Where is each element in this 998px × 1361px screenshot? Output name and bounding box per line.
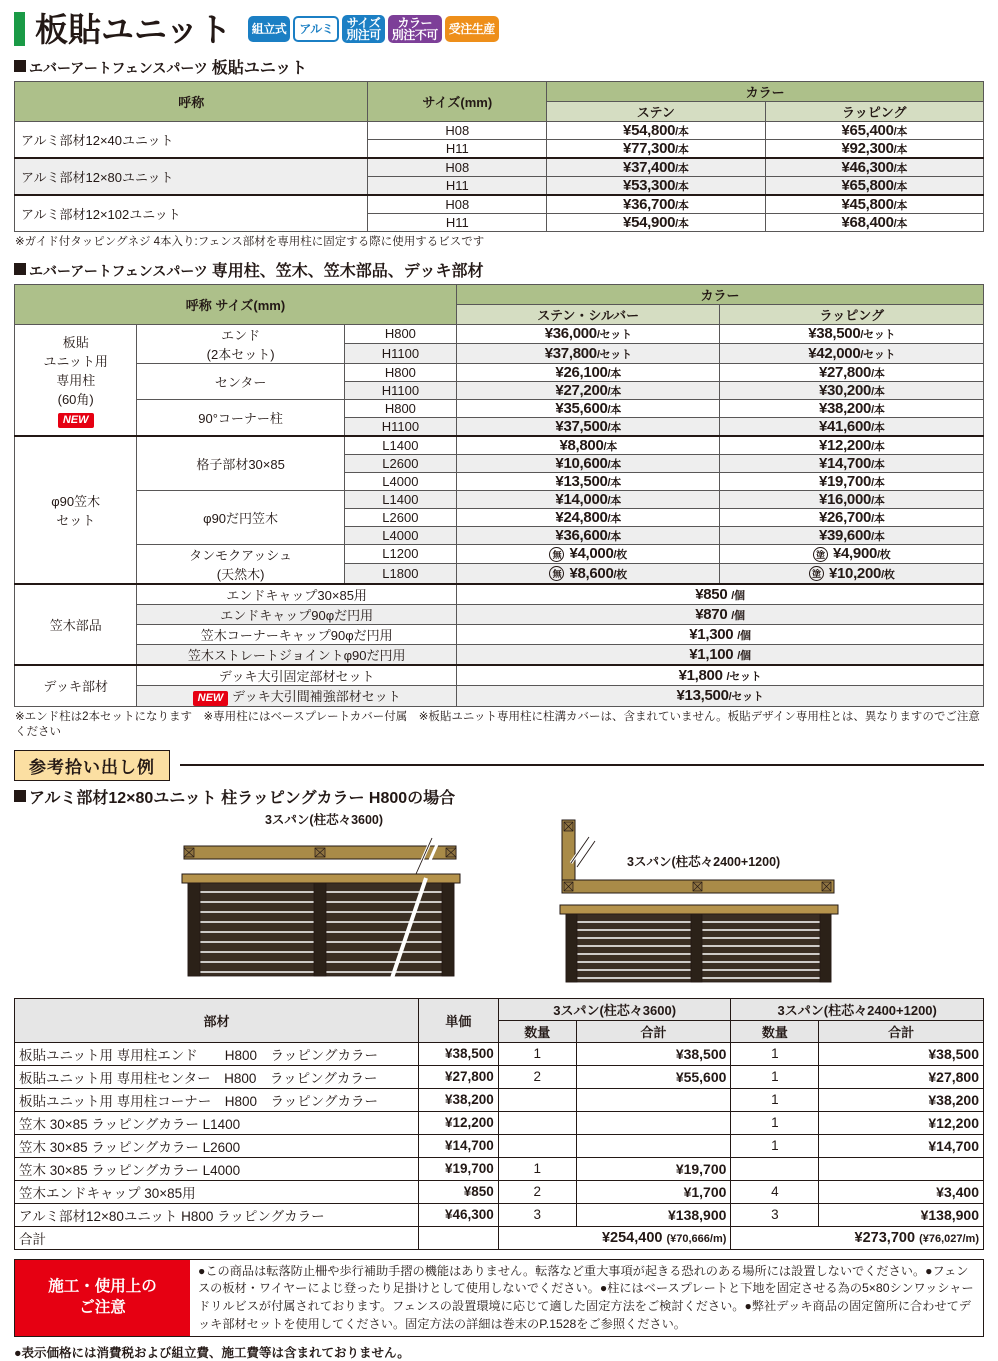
- cell-price-wrap: ¥27,800/本: [720, 363, 984, 381]
- cell-b-qty: 1: [731, 1134, 819, 1157]
- table-header-row: [15, 998, 984, 1020]
- cell-a-total: [576, 1111, 731, 1134]
- col-parts: 部材: [15, 998, 419, 1042]
- mark-nuri-icon: 塗: [809, 566, 824, 581]
- col-unit-price: 単価: [418, 998, 498, 1042]
- cell-price: ¥13,500/セット: [456, 685, 983, 706]
- cell-group-parts: 笠木部品: [15, 584, 137, 665]
- cell-price-wrap: ¥68,400/本: [765, 214, 983, 232]
- cell-size: L1200: [344, 544, 456, 563]
- cell-product-name: アルミ部材12×102ユニット: [15, 195, 368, 232]
- cell-unit-price: ¥14,700: [418, 1134, 498, 1157]
- cell-part-name: 板貼ユニット用 専用柱エンド H800 ラッピングカラー: [15, 1042, 419, 1065]
- cell-size: H08: [368, 122, 547, 140]
- table-row: [15, 324, 984, 344]
- cell-product-name: アルミ部材12×40ユニット: [15, 122, 368, 159]
- section2-heading: エバーアートフェンスパーツ 専用柱、笠木、笠木部品、デッキ部材: [14, 258, 984, 281]
- cell-part-name: NEW デッキ大引間補強部材セット: [137, 685, 457, 706]
- cell-price-sten: ¥37,400/本: [547, 158, 765, 177]
- mark-mu-icon: 無: [549, 566, 564, 581]
- cell-unit-price: ¥27,800: [418, 1065, 498, 1088]
- cell-size: H800: [344, 399, 456, 417]
- badge-made-to-order: 受注生産: [445, 16, 499, 42]
- badge-size-custom: サイズ 別注可: [342, 15, 385, 43]
- col-color-wrap: ラッピング: [765, 102, 983, 122]
- fence-drawing-right: [549, 810, 879, 985]
- table-row: [15, 624, 984, 644]
- cell-a-total: ¥38,500: [576, 1042, 731, 1065]
- col-name-size: 呼称 サイズ(mm): [15, 284, 457, 324]
- fence-drawing-left: [174, 828, 474, 978]
- cell-price-sten: 無 ¥4,000/枚: [456, 544, 720, 563]
- cell-b-qty: 1: [731, 1042, 819, 1065]
- cell-b-qty: 1: [731, 1111, 819, 1134]
- table-row: [15, 1157, 984, 1180]
- table-row: [15, 490, 984, 508]
- cell-price-sten: ¥10,600/本: [456, 454, 720, 472]
- cell-group-post: 板貼 ユニット用 専用柱 (60角) NEW: [15, 324, 137, 436]
- cell-b-qty: 4: [731, 1180, 819, 1203]
- cell-total-label: 合計: [15, 1226, 419, 1249]
- cell-price-sten: ¥36,000/セット: [456, 324, 720, 344]
- cell-part-name: 笠木コーナーキャップ90φだ円用: [137, 624, 457, 644]
- table-row: [15, 399, 984, 417]
- table-row: [15, 1088, 984, 1111]
- cell-part-name: 笠木エンドキャップ 30×85用: [15, 1180, 419, 1203]
- cell-b-total: ¥27,800: [819, 1065, 984, 1088]
- cell-part-name: エンドキャップ30×85用: [137, 584, 457, 605]
- cell-size: H08: [368, 158, 547, 177]
- cell-group-deck: デッキ部材: [15, 665, 137, 707]
- table-row: [15, 1065, 984, 1088]
- cell-total-a: ¥254,400 (¥70,666/m): [498, 1226, 731, 1249]
- cell-a-total: [576, 1134, 731, 1157]
- cell-price-wrap: ¥42,000/セット: [720, 344, 984, 364]
- col-a-total: 合計: [576, 1020, 731, 1042]
- left-span-label: 3スパン(柱芯々3600): [264, 812, 384, 827]
- cell-size: H08: [368, 195, 547, 214]
- cell-unit-price: ¥38,500: [418, 1042, 498, 1065]
- cell-b-total: [819, 1157, 984, 1180]
- cell-total-b: ¥273,700 (¥76,027/m): [731, 1226, 984, 1249]
- cell-subtype: 格子部材30×85: [137, 436, 344, 491]
- table-row: [15, 195, 984, 214]
- cell-part-name: 板貼ユニット用 専用柱センター H800 ラッピングカラー: [15, 1065, 419, 1088]
- table-header-row: [15, 284, 984, 304]
- col-color-wrap: ラッピング: [720, 304, 984, 324]
- spec-badge-group: [248, 15, 499, 43]
- col-size: サイズ(mm): [368, 82, 547, 122]
- mark-nuri-icon: 塗: [813, 547, 828, 562]
- table-row: [15, 158, 984, 177]
- cell-product-name: アルミ部材12×80ユニット: [15, 158, 368, 195]
- col-b-qty: 数量: [731, 1020, 819, 1042]
- cell-price-sten: ¥26,100/本: [456, 363, 720, 381]
- col-color: カラー: [456, 284, 983, 304]
- cell-price-wrap: 塗 ¥10,200/枚: [720, 563, 984, 583]
- cell-part-name: エンドキャップ90φだ円用: [137, 604, 457, 624]
- cell-unit-price: ¥38,200: [418, 1088, 498, 1111]
- cell-price-wrap: ¥30,200/本: [720, 381, 984, 399]
- cell-subtype: タンモクアッシュ (天然木): [137, 544, 344, 584]
- cell-size: L2600: [344, 508, 456, 526]
- cell-price-wrap: ¥12,200/本: [720, 436, 984, 455]
- takeoff-table: [14, 998, 984, 1250]
- cell-subtype: センター: [137, 363, 344, 399]
- cell-price-wrap: ¥39,600/本: [720, 526, 984, 544]
- cell-price-sten: ¥27,200/本: [456, 381, 720, 399]
- cell-b-total: ¥3,400: [819, 1180, 984, 1203]
- cell-b-total: ¥38,200: [819, 1088, 984, 1111]
- cell-subtype: φ90だ円笠木: [137, 490, 344, 544]
- cell-part-name: 笠木 30×85 ラッピングカラー L2600: [15, 1134, 419, 1157]
- cell-price-sten: ¥14,000/本: [456, 490, 720, 508]
- cell-size: H800: [344, 363, 456, 381]
- cell-unit-price: ¥46,300: [418, 1203, 498, 1226]
- caution-box: [14, 1259, 984, 1338]
- reference-tag: 参考拾い出し例: [14, 750, 170, 781]
- cell-price-wrap: 塗 ¥4,900/枚: [720, 544, 984, 563]
- cell-price-wrap: ¥38,500/セット: [720, 324, 984, 344]
- price-table-unit: [14, 81, 984, 232]
- section1-heading: エバーアートフェンスパーツ 板貼ユニット: [14, 55, 984, 78]
- cell-price: ¥870 /個: [456, 604, 983, 624]
- col-color: カラー: [547, 82, 984, 102]
- col-color-sten-silver: ステン・シルバー: [456, 304, 720, 324]
- table-header-row: [15, 82, 984, 102]
- table-row: [15, 1180, 984, 1203]
- cell-price: ¥1,100 /個: [456, 644, 983, 665]
- cell-price-sten: ¥35,600/本: [456, 399, 720, 417]
- badge-alumi: アルミ: [293, 16, 339, 42]
- cell-a-qty: 2: [498, 1180, 576, 1203]
- diagram-left: [174, 810, 474, 983]
- cell-price-wrap: ¥45,800/本: [765, 195, 983, 214]
- cell-size: L4000: [344, 526, 456, 544]
- mark-mu-icon: 無: [549, 547, 564, 562]
- cell-b-total: ¥38,500: [819, 1042, 984, 1065]
- badge-kumitate: 組立式: [248, 16, 291, 42]
- reference-rule: [180, 764, 984, 766]
- cell-price-sten: ¥54,800/本: [547, 122, 765, 140]
- bullet-square-icon: [14, 60, 26, 72]
- cell-price-wrap: ¥92,300/本: [765, 140, 983, 159]
- cell-price-wrap: ¥16,000/本: [720, 490, 984, 508]
- table-row: [15, 1111, 984, 1134]
- cell-price: ¥1,300 /個: [456, 624, 983, 644]
- cell-group-kasagi: φ90笠木 セット: [15, 436, 137, 584]
- cell-size: H1100: [344, 381, 456, 399]
- diagram-heading: アルミ部材12×80ユニット 柱ラッピングカラー H800の場合: [14, 785, 984, 808]
- col-name: 呼称: [15, 82, 368, 122]
- cell-size: H800: [344, 324, 456, 344]
- cell-price-wrap: ¥26,700/本: [720, 508, 984, 526]
- cell-a-total: ¥55,600: [576, 1065, 731, 1088]
- cell-price-sten: ¥8,800/本: [456, 436, 720, 455]
- col-color-sten: ステン: [547, 102, 765, 122]
- cell-price-wrap: ¥65,800/本: [765, 177, 983, 196]
- cell-size: L2600: [344, 454, 456, 472]
- table-row: [15, 644, 984, 665]
- cell-a-qty: [498, 1134, 576, 1157]
- cell-part-name: デッキ大引固定部材セット: [137, 665, 457, 686]
- caution-tag: 施工・使用上の ご注意: [15, 1260, 190, 1337]
- cell-part-name: 笠木 30×85 ラッピングカラー L1400: [15, 1111, 419, 1134]
- cell-price-sten: ¥24,800/本: [456, 508, 720, 526]
- cell-a-total: ¥138,900: [576, 1203, 731, 1226]
- cell-part-name: 笠木 30×85 ラッピングカラー L4000: [15, 1157, 419, 1180]
- cell-price-sten: ¥54,900/本: [547, 214, 765, 232]
- cell-unit-price: ¥19,700: [418, 1157, 498, 1180]
- cell-size: L1800: [344, 563, 456, 583]
- bullet-square-icon: [14, 263, 26, 275]
- cell-price-wrap: ¥46,300/本: [765, 158, 983, 177]
- cell-a-qty: 3: [498, 1203, 576, 1226]
- table-row: [15, 584, 984, 605]
- cell-price-wrap: ¥19,700/本: [720, 472, 984, 490]
- cell-a-total: [576, 1088, 731, 1111]
- table-total-row: [15, 1226, 984, 1249]
- cell-size: H11: [368, 177, 547, 196]
- cell-b-qty: 1: [731, 1065, 819, 1088]
- reference-heading: [14, 750, 984, 781]
- cell-a-qty: 1: [498, 1157, 576, 1180]
- cell-price-sten: ¥37,800/セット: [456, 344, 720, 364]
- price-table-posts-caps: [14, 284, 984, 707]
- page-title: 板貼ユニット: [35, 10, 232, 48]
- cell-price-wrap: ¥14,700/本: [720, 454, 984, 472]
- price-footnote: ●表示価格には消費税および組立費、施工費等は含まれておりません。: [14, 1346, 410, 1361]
- new-badge: NEW: [58, 413, 94, 428]
- fence-diagrams: [14, 808, 984, 998]
- cell-size: L1400: [344, 436, 456, 455]
- section1-note: ※ガイド付タッピングネジ 4本入り:フェンス部材を専用柱に固定する際に使用するビスです: [15, 236, 485, 248]
- cell-price-wrap: ¥38,200/本: [720, 399, 984, 417]
- col-a-qty: 数量: [498, 1020, 576, 1042]
- col-case-a: 3スパン(柱芯々3600): [498, 998, 731, 1020]
- cell-size: L4000: [344, 472, 456, 490]
- table-row: [15, 604, 984, 624]
- section2-notes: ※エンド柱は2本セットになります ※専用柱にはベースプレートカバー付属 ※板貼ユニット専用柱に柱溝カバーは、含まれていません。板貼デザイン専用柱とは、異なりますのでご注意ください: [15, 710, 980, 739]
- cell-price-sten: ¥36,600/本: [456, 526, 720, 544]
- table-row: [15, 1134, 984, 1157]
- cell-part-name: アルミ部材12×80ユニット H800 ラッピングカラー: [15, 1203, 419, 1226]
- table-row: [15, 363, 984, 381]
- cell-price-wrap: ¥41,600/本: [720, 417, 984, 436]
- table-row: [15, 122, 984, 140]
- diagram-right: [549, 810, 879, 990]
- cell-price: ¥850 /個: [456, 584, 983, 605]
- bullet-square-icon: [14, 790, 26, 802]
- cell-a-qty: [498, 1111, 576, 1134]
- new-badge: NEW: [193, 691, 229, 706]
- cell-a-qty: [498, 1088, 576, 1111]
- cell-price-sten: ¥13,500/本: [456, 472, 720, 490]
- cell-b-qty: 3: [731, 1203, 819, 1226]
- cell-a-qty: 1: [498, 1042, 576, 1065]
- cell-price-sten: ¥77,300/本: [547, 140, 765, 159]
- cell-a-qty: 2: [498, 1065, 576, 1088]
- cell-price-sten: 無 ¥8,600/枚: [456, 563, 720, 583]
- cell-size: H1100: [344, 344, 456, 364]
- col-case-b: 3スパン(柱芯々2400+1200): [731, 998, 984, 1020]
- cell-b-total: ¥14,700: [819, 1134, 984, 1157]
- cell-a-total: ¥19,700: [576, 1157, 731, 1180]
- cell-subtype: 90°コーナー柱: [137, 399, 344, 436]
- cell-size: H1100: [344, 417, 456, 436]
- table-row: [15, 665, 984, 686]
- cell-size: L1400: [344, 490, 456, 508]
- table-row: [15, 685, 984, 706]
- page-title-row: [14, 0, 984, 48]
- cell-price-sten: ¥37,500/本: [456, 417, 720, 436]
- cell-size: H11: [368, 140, 547, 159]
- badge-color-custom: カラー 別注不可: [388, 15, 442, 43]
- cell-total-spacer: [418, 1226, 498, 1249]
- cell-a-total: ¥1,700: [576, 1180, 731, 1203]
- col-b-total: 合計: [819, 1020, 984, 1042]
- table-row: [15, 1203, 984, 1226]
- cell-price-wrap: ¥65,400/本: [765, 122, 983, 140]
- cell-price: ¥1,800 /セット: [456, 665, 983, 686]
- table-row: [15, 544, 984, 563]
- cell-b-qty: 1: [731, 1088, 819, 1111]
- cell-b-total: ¥12,200: [819, 1111, 984, 1134]
- cell-part-name: 板貼ユニット用 専用柱コーナー H800 ラッピングカラー: [15, 1088, 419, 1111]
- cell-size: H11: [368, 214, 547, 232]
- cell-unit-price: ¥12,200: [418, 1111, 498, 1134]
- cell-subtype: エンド (2本セット): [137, 324, 344, 363]
- right-span-label: 3スパン(柱芯々2400+1200): [627, 854, 781, 869]
- table-row: [15, 436, 984, 455]
- table-row: [15, 1042, 984, 1065]
- cell-price-sten: ¥36,700/本: [547, 195, 765, 214]
- caution-body: ●この商品は転落防止柵や歩行補助手摺の機能はありません。転落など重大事項が起きる恐れのある場所には設置しないでください。●フェンスの板材・ワイヤーによじ登ったり足掛けとして使用しないでください。●柱にはベースプレートと下地を固定させる為の5×80シンワッシャードリルビスが付属されております。フェンスの設置環境に応じて適した固定方法をご検討ください。●弊社デッキ商品の固定箇所に合わせてデッキ部材セットを使用してください。固定方法の詳細は巻末のP.1528をご参照ください。: [198, 1263, 974, 1331]
- cell-b-qty: [731, 1157, 819, 1180]
- cell-b-total: ¥138,900: [819, 1203, 984, 1226]
- cell-price-sten: ¥53,300/本: [547, 177, 765, 196]
- title-accent-bar: [14, 12, 25, 46]
- cell-unit-price: ¥850: [418, 1180, 498, 1203]
- cell-part-name: 笠木ストレートジョイントφ90だ円用: [137, 644, 457, 665]
